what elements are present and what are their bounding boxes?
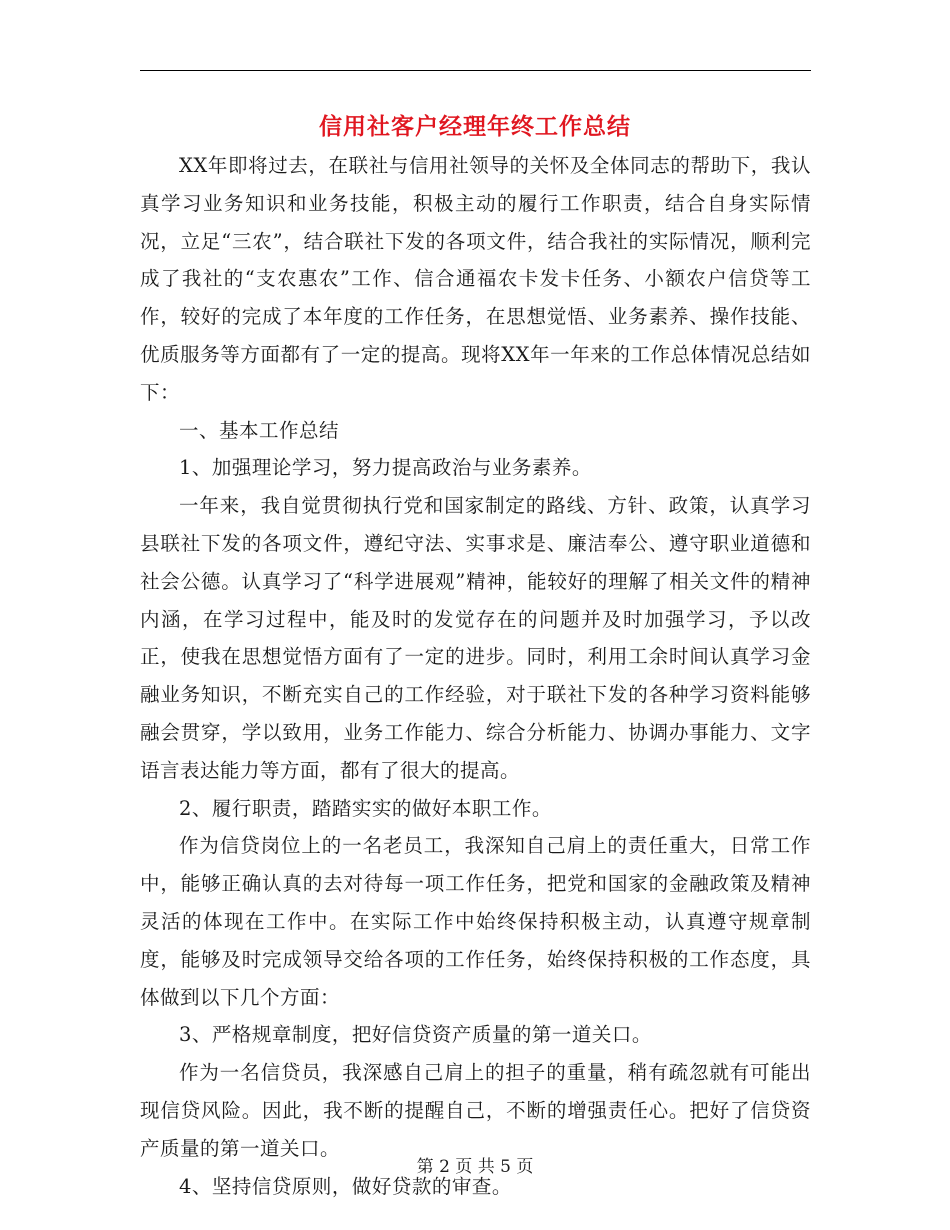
header-rule <box>140 70 811 71</box>
item-heading-4: 4、坚持信贷原则，做好贷款的审查。 <box>179 1174 512 1198</box>
section-heading-basic-summary: 一、基本工作总结 <box>179 418 340 442</box>
item-heading-3: 3、严格规章制度，把好信贷资产质量的第一道关口。 <box>179 1023 652 1047</box>
item-heading-2: 2、履行职责，踏踏实实的做好本职工作。 <box>179 796 552 820</box>
document-body <box>140 147 811 1205</box>
item-paragraph-2: 作为信贷岗位上的一名老员工，我深知自己肩上的责任重大，日常工作中，能够正确认真的去对待每一项工作任务，把党和国家的金融政策及精神灵活的体现在工作中。在实际工作中始终保持积极主动，认真遵守规章制度，能够及时完成领导交给各项的工作任务，始终保持积极的工作态度，具体做到以下几个方面： <box>140 834 811 1009</box>
footer-suffix: 页 <box>516 1157 534 1177</box>
page-footer <box>0 1152 950 1177</box>
total-page-count: 5 <box>500 1157 511 1177</box>
document-title: 信用社客户经理年终工作总结 <box>319 114 631 140</box>
item-heading-1: 1、加强理论学习，努力提高政治与业务素养。 <box>179 456 592 480</box>
footer-prefix: 第 <box>416 1157 434 1177</box>
item-paragraph-3: 作为一名信贷员，我深感自己肩上的担子的重量，稍有疏忽就有可能出现信贷风险。因此，我不断的提醒自己，不断的增强责任心。把好了信贷资产质量的第一道关口。 <box>140 1061 811 1160</box>
current-page-number: 2 <box>439 1157 450 1177</box>
intro-paragraph: XX年即将过去，在联社与信用社领导的关怀及全体同志的帮助下，我认真学习业务知识和业务技能，积极主动的履行工作职责，结合自身实际情况，立足“三农”，结合联社下发的各项文件，结合我社的实际情况，顺利完成了我社的“支农惠农”工作、信合通福农卡发卡任务、小额农户信贷等工作，较好的完成了本年度的工作任务，在思想觉悟、业务素养、操作技能、优质服务等方面都有了一定的提高。现将XX年一年来的工作总体情况总结如下： <box>140 154 811 404</box>
footer-middle: 页 共 <box>455 1157 495 1177</box>
item-paragraph-1: 一年来，我自觉贯彻执行党和国家制定的路线、方针、政策，认真学习县联社下发的各项文件，遵纪守法、实事求是、廉洁奉公、遵守职业道德和社会公德。认真学习了“科学进展观”精神，能较好的理解了相关文件的精神内涵，在学习过程中，能及时的发觉存在的问题并及时加强学习，予以改正，使我在思想觉悟方面有了一定的进步。同时，利用工余时间认真学习金融业务知识，不断充实自己的工作经验，对于联社下发的各种学习资料能够融会贯穿，学以致用，业务工作能力、综合分析能力、协调办事能力、文字语言表达能力等方面，都有了很大的提高。 <box>140 494 811 782</box>
